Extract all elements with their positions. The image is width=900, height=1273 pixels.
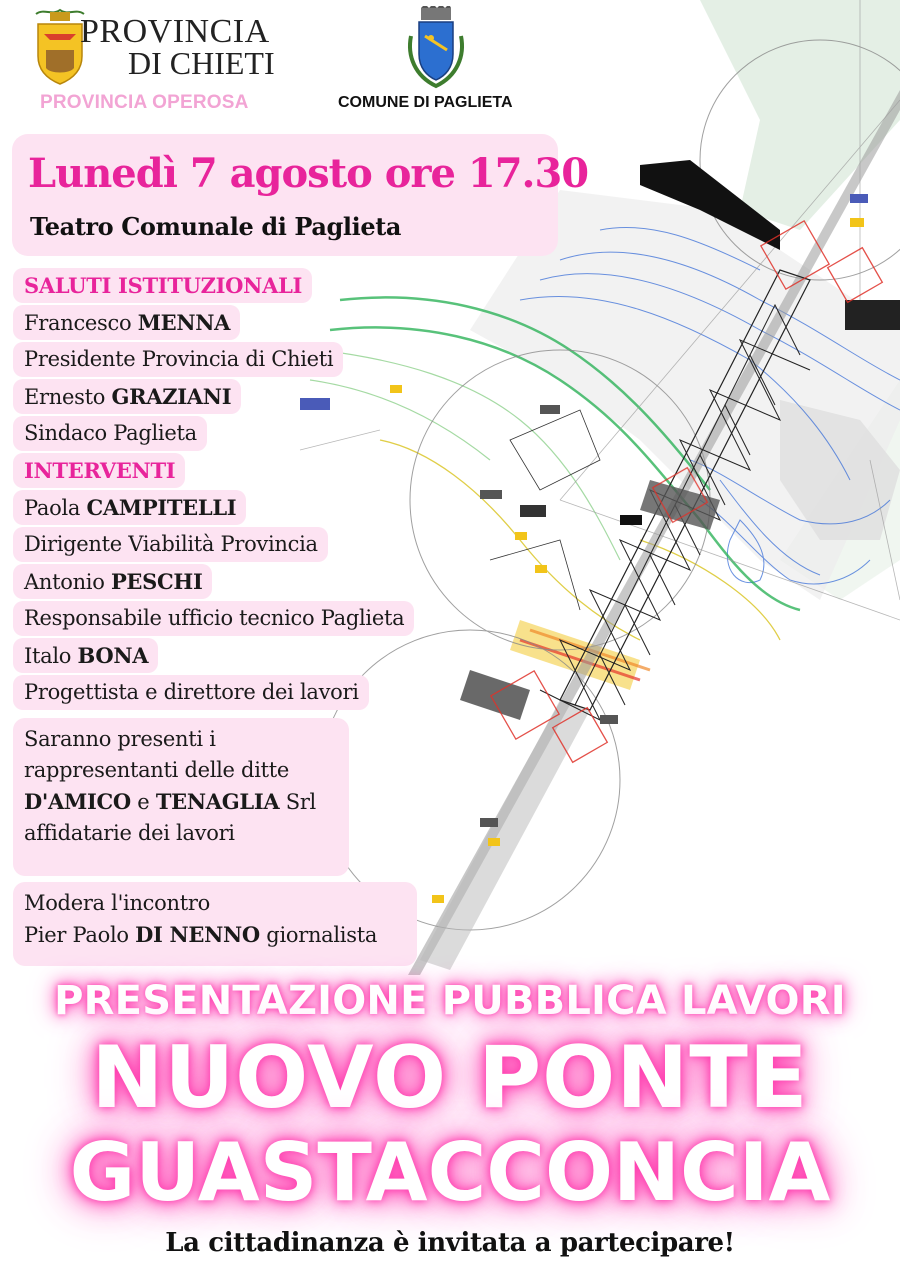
provincia-motto: PROVINCIA OPEROSA xyxy=(40,92,249,113)
interventi-heading: INTERVENTI xyxy=(13,453,185,488)
comune-name: COMUNE DI PAGLIETA xyxy=(338,94,513,111)
speaker-last-name: MENNA xyxy=(137,310,231,335)
speaker-role: Progettista e direttore dei lavori xyxy=(13,675,369,710)
speaker-role: Responsabile ufficio tecnico Paglieta xyxy=(13,601,414,636)
invitation-text: La cittadinanza è invitata a partecipare! xyxy=(165,1228,735,1258)
speaker-role: Dirigente Viabilità Provincia xyxy=(13,527,328,562)
provincia-name-line2: DI CHIETI xyxy=(128,45,275,82)
speaker-role: Sindaco Paglieta xyxy=(13,416,207,451)
moderator-block xyxy=(13,882,417,966)
comune-logo-icon xyxy=(405,6,467,92)
speaker-first-name: Italo xyxy=(24,644,78,668)
speaker-peschi xyxy=(13,564,212,599)
program-list xyxy=(13,268,414,712)
speaker-first-name: Paola xyxy=(24,496,87,520)
moderator-line1: Modera l'incontro xyxy=(24,891,210,915)
moderator-last-name: DI NENNO xyxy=(135,922,260,947)
companies-names xyxy=(24,786,339,818)
moderator-first-name: Pier Paolo xyxy=(24,923,136,947)
provincia-name-line1: PROVINCIA xyxy=(80,13,270,50)
companies-line2: rappresentanti delle ditte xyxy=(24,758,290,782)
speaker-first-name: Francesco xyxy=(24,311,138,335)
speaker-last-name: CAMPITELLI xyxy=(86,495,237,520)
saluti-heading: SALUTI ISTITUZIONALI xyxy=(13,268,312,303)
speaker-menna xyxy=(13,305,240,340)
speaker-last-name: PESCHI xyxy=(110,569,203,594)
companies-suffix: Srl xyxy=(279,790,316,814)
main-title-line1: NUOVO PONTE xyxy=(91,1028,809,1128)
speaker-campitelli xyxy=(13,490,246,525)
speaker-last-name: GRAZIANI xyxy=(111,384,232,409)
main-title-line2: GUASTACCONCIA xyxy=(69,1126,831,1219)
speaker-bona xyxy=(13,638,158,673)
companies-line4: affidatarie dei lavori xyxy=(24,821,235,845)
moderator-role: giornalista xyxy=(259,923,378,947)
companies-conjunction: e xyxy=(130,790,156,814)
companies-line1: Saranno presenti i xyxy=(24,727,216,751)
event-place: Teatro Comunale di Paglieta xyxy=(30,212,402,241)
subtitle: PRESENTAZIONE PUBBLICA LAVORI xyxy=(54,978,846,1024)
provincia-name xyxy=(80,13,275,82)
companies-block xyxy=(13,718,349,876)
speaker-graziani xyxy=(13,379,241,414)
company-damico: D'AMICO xyxy=(24,789,131,814)
moderator-name xyxy=(24,919,407,951)
company-tenaglia: TENAGLIA xyxy=(155,789,280,814)
speaker-last-name: BONA xyxy=(77,643,149,668)
speaker-first-name: Antonio xyxy=(24,570,111,594)
speaker-role: Presidente Provincia di Chieti xyxy=(13,342,343,377)
event-date-time: Lunedì 7 agosto ore 17.30 xyxy=(28,150,589,197)
speaker-first-name: Ernesto xyxy=(24,385,112,409)
